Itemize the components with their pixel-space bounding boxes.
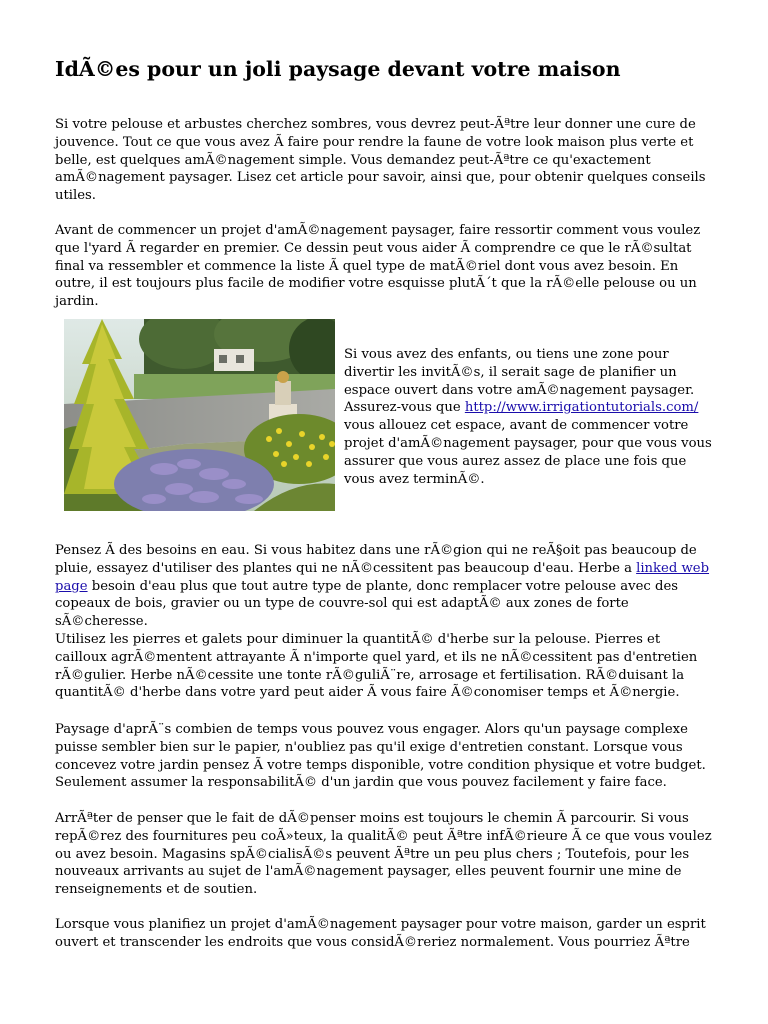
paragraph-water — [55, 542, 715, 631]
paragraph-open-space-text-2: vous allouez cet espace, avant de commencer votre projet d'amÃ©nagement paysager, pour que vous vous assurer que vous aurez assez de place une fois que vous avez terminÃ©. — [344, 418, 712, 487]
linked-web-page-link[interactable]: linked web page — [55, 560, 710, 594]
paragraph-stones: Utilisez les pierres et galets pour diminuer la quantitÃ© d'herbe sur la pelouse. Pierres et cailloux agrÃ©mentent attrayante Ã n'importe quel yard, et ils ne nÃ©cessitent pas d'entretien rÃ©gulier. Herbe nÃ©cessite une tonte rÃ©guliÃ¨re, arrosage et fertilisation. RÃ©duisant la quantitÃ© d'herbe dans votre yard peut aider Ã vous faire Ã©conomiser temps et Ã©nergie. — [55, 632, 698, 701]
irrigation-tutorials-link[interactable]: http://www.irrigationtutorials.com/ — [464, 400, 699, 416]
paragraph-water-text-2: besoin d'eau plus que tout autre type de plante, donc remplacer votre pelouse avec des copeaux de bois, gravier ou un type de couvre-sol qui est adaptÃ© aux zones de forte sÃ©cheresse. — [55, 578, 679, 630]
paragraph-open-mind: Lorsque vous planifiez un projet d'amÃ©nagement paysager pour votre maison, garder un esprit ouvert et transcender les endroits que vous considÃ©reriez normalement. Vous pourriez Ãªtre — [55, 917, 706, 950]
paragraph-open-space-text-1: Si vous avez des enfants, ou tiens une zone pour divertir les invitÃ©s, il serait sage de planifier un espace ouvert dans votre amÃ©nagement paysager. Assurez-vous que — [344, 347, 695, 416]
paragraph-intro: Si votre pelouse et arbustes cherchez sombres, vous devrez peut-Ãªtre leur donner une cure de jouvence. Tout ce que vous avez Ã faire pour rendre la faune de votre look maison plus verte et belle, est quelques amÃ©nagement simple. Vous demandez peut-Ãªtre ce qu'exactement amÃ©nagement paysager. Lisez cet article pour savoir, ainsi que, pour obtenir quelques conseils utiles. — [55, 117, 706, 204]
paragraph-planning: Avant de commencer un projet d'amÃ©nagement paysager, faire ressortir comment vous voulez que l'yard Ã regarder en premier. Ce dessin peut vous aider Ã comprendre ce que le rÃ©sultat final va ressembler et commence la liste Ã quel type de matÃ©riel dont vous avez besoin. En outre, il est toujours plus facile de modifier votre esquisse plutÃ´t que la rÃ©elle pelouse ou un jardin. — [55, 223, 701, 310]
paragraph-water-text-1: Pensez Ã des besoins en eau. Si vous habitez dans une rÃ©gion qui ne reÃ§oit pas beaucoup de pluie, essayez d'utiliser des plantes qui ne nÃ©cessitent pas beaucoup d'eau. Herbe a — [55, 543, 697, 576]
paragraph-cost: ArrÃªter de penser que le fait de dÃ©penser moins est toujours le chemin Ã parcourir. Si vous repÃ©rez des fournitures peu coÃ»teux, la qualitÃ© peut Ãªtre infÃ©rieure Ã ce que vous voulez ou avez besoin. Magasins spÃ©cialisÃ©s peuvent Ãªtre un peu plus chers ; Toutefois, pour les nouveaux arrivants au sujet de l'amÃ©nagement paysager, elles peuvent fournir une mine de renseignements et de soutien. — [55, 811, 712, 898]
article-title: IdÃ©es pour un joli paysage devant votre maison — [55, 57, 621, 81]
garden-photo — [64, 319, 335, 511]
paragraph-time: Paysage d'aprÃ¨s combien de temps vous pouvez vous engager. Alors qu'un paysage complexe puisse sembler bien sur le papier, n'oubliez pas qu'il exige d'entretien constant. Lorsque vous concevez votre jardin pensez Ã votre temps disponible, votre condition physique et votre budget. Seulement assumer la responsabilitÃ© d'un jardin que vous pouvez facilement y faire face. — [55, 722, 706, 791]
paragraph-open-space — [344, 346, 719, 488]
